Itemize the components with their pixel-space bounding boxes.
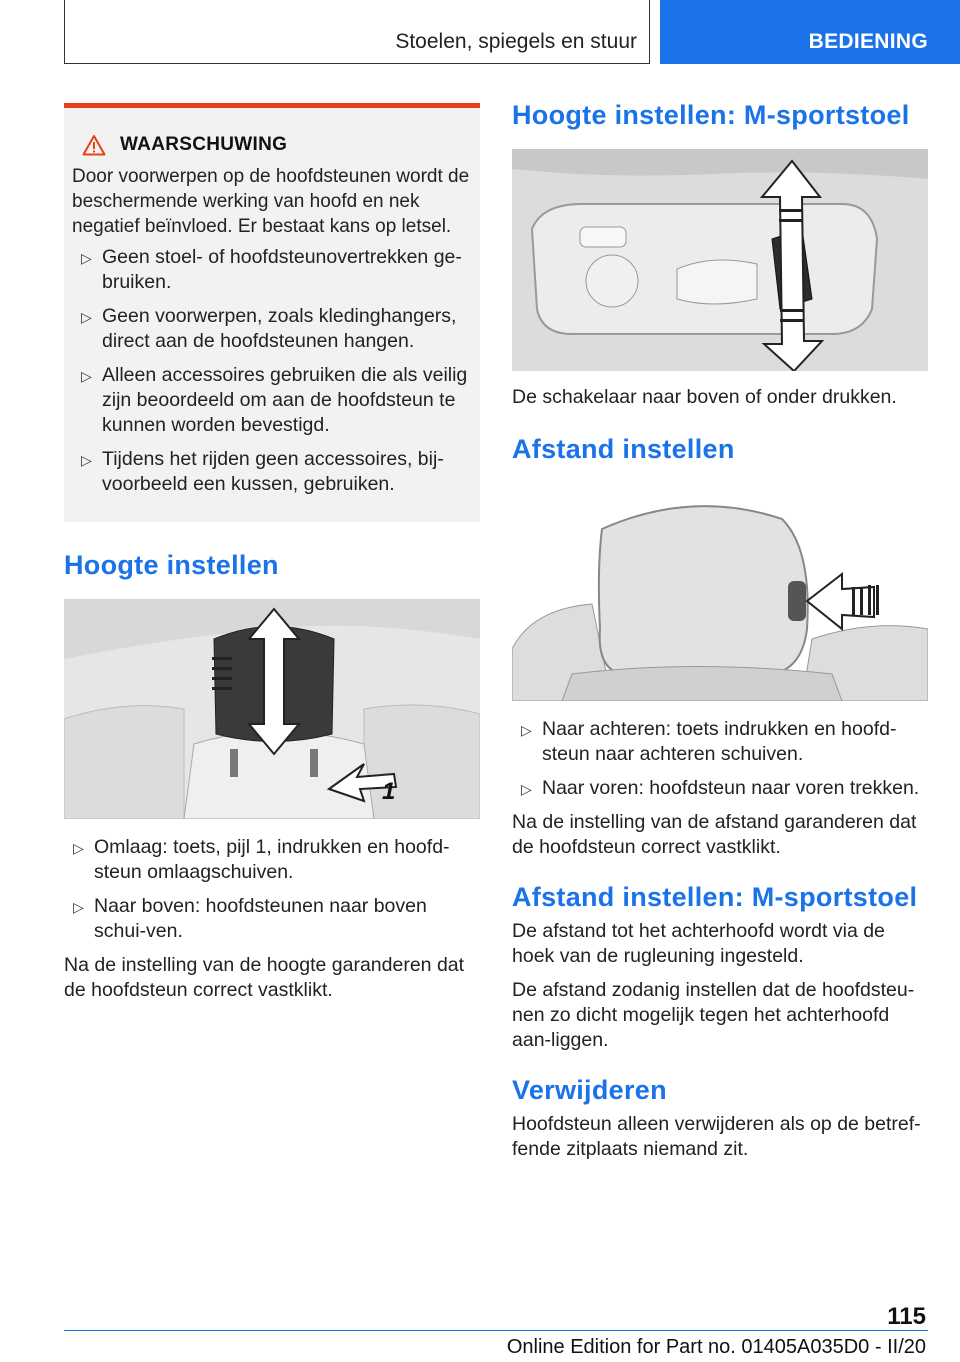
list-item: ▷ Geen voorwerpen, zoals kledinghangers, direct aan de hoofdsteunen hangen.: [81, 305, 457, 352]
verwijderen-paragraph: Hoofdsteun alleen verwijderen als op de betref-fende zitplaats niemand zit.: [512, 1113, 921, 1160]
chapter-title: Stoelen, spiegels en stuur: [395, 30, 637, 53]
warning-triangle-icon: [82, 134, 106, 156]
list-item: ▷ Tijdens het rijden geen accessoires, bij-voorbeeld een kussen, gebruiken.: [81, 448, 444, 495]
bullet-icon: ▷: [73, 899, 84, 915]
bullet-icon: ▷: [81, 250, 92, 266]
bullet-icon: ▷: [81, 452, 92, 468]
headrest-height-illustration: [64, 599, 480, 819]
bullet-icon: ▷: [73, 840, 84, 856]
warning-title: WAARSCHUWING: [120, 134, 288, 155]
list-item: ▷ Alleen accessoires gebruiken die als veilig zijn beoordeeld om aan de hoofdsteun te kunnen worden bevestigd.: [81, 364, 468, 436]
warning-heading: [72, 134, 470, 156]
afstand-m-paragraph-1: De afstand tot het achterhoofd wordt via de hoek van de rugleuning ingesteld.: [512, 920, 885, 967]
section-heading-hoogte: Hoogte instellen: [64, 550, 279, 580]
section-heading-afstand: Afstand instellen: [512, 434, 735, 464]
callout-1-label: 1: [382, 778, 396, 805]
section-heading-verwijderen: Verwijderen: [512, 1075, 667, 1105]
warning-box: [64, 103, 480, 522]
headrest-distance-illustration: [512, 489, 928, 701]
bullet-icon: ▷: [521, 722, 532, 738]
section-tab-label: BEDIENING: [808, 30, 928, 53]
section-heading-afstand-m: Afstand instellen: M-sportstoel: [512, 882, 918, 912]
hoogte-m-caption: De schakelaar naar boven of onder drukken.: [512, 386, 897, 408]
warning-list: [72, 245, 470, 497]
list-item: ▷ Omlaag: toets, pijl 1, indrukken en hoofd-steun omlaagschuiven.: [73, 836, 450, 883]
bullet-icon: ▷: [521, 781, 532, 797]
left-column: [64, 103, 480, 1012]
seat-switch-figure: [512, 149, 928, 371]
afstand-m-paragraph-2: De afstand zodanig instellen dat de hoofdsteu-nen zo dicht mogelijk tegen het achterhoofd aan-liggen.: [512, 979, 915, 1051]
list-item: ▷ Geen stoel- of hoofdsteunovertrekken ge-bruiken.: [81, 246, 462, 293]
seat-switch-illustration: [512, 149, 928, 371]
hoogte-note: Na de instelling van de hoogte garanderen dat de hoofdsteun correct vastklikt.: [64, 954, 465, 1001]
right-column: [512, 100, 928, 1171]
headrest-distance-figure: [512, 489, 928, 701]
section-tab: [660, 0, 960, 64]
warning-intro: Door voorwerpen op de hoofdsteunen wordt de beschermende werking van hoofd en nek negatief beïnvloed. Er bestaat kans op letsel.: [72, 166, 470, 237]
page-number: 115: [887, 1303, 926, 1330]
bullet-icon: ▷: [81, 368, 92, 384]
footer-divider: [64, 1330, 928, 1331]
afstand-list: [512, 717, 928, 801]
headrest-height-figure: [64, 599, 480, 819]
hoogte-list: [64, 835, 480, 944]
list-item: ▷ Naar boven: hoofdsteunen naar boven schui-ven.: [73, 895, 427, 942]
bullet-icon: ▷: [81, 309, 92, 325]
header-chapter-box: [64, 0, 650, 64]
list-item: ▷ Naar voren: hoofdsteun naar voren trekken.: [512, 776, 928, 801]
section-heading-hoogte-m: Hoogte instellen: M-sportstoel: [512, 100, 910, 130]
footer-edition: Online Edition for Part no. 01405A035D0 - II/20: [506, 1336, 926, 1358]
afstand-note: Na de instelling van de afstand garanderen dat de hoofdsteun correct vastklikt.: [512, 811, 917, 858]
list-item: ▷ Naar achteren: toets indrukken en hoofd-steun naar achteren schuiven.: [521, 718, 897, 765]
